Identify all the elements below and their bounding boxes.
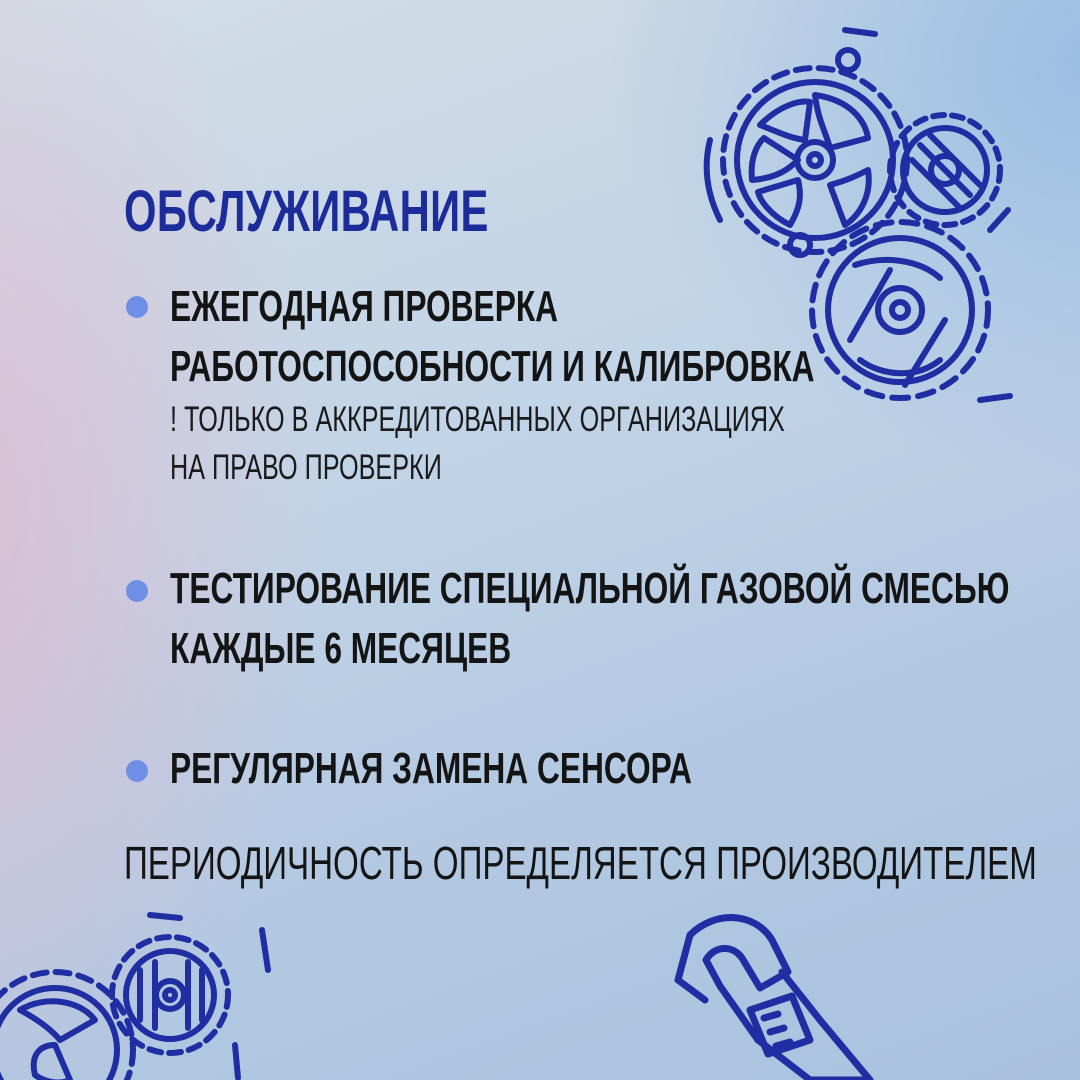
list-item-line: ТЕСТИРОВАНИЕ СПЕЦИАЛЬНОЙ ГАЗОВОЙ СМЕСЬЮ [170, 564, 1010, 613]
list-item-note: НА ПРАВО ПРОВЕРКИ [170, 448, 442, 487]
wrench-illustration [660, 900, 900, 1080]
gear-icon [812, 222, 988, 398]
list-item-note: ! ТОЛЬКО В АККРЕДИТОВАННЫХ ОРГАНИЗАЦИЯХ [170, 400, 785, 439]
page-title: ОБСЛУЖИВАНИЕ [124, 179, 489, 244]
footer-note: ПЕРИОДИЧНОСТЬ ОПРЕДЕЛЯЕТСЯ ПРОИЗВОДИТЕЛЕМ [124, 837, 1037, 889]
bullet-dot [126, 296, 148, 318]
list-item-line: РАБОТОСПОСОБНОСТИ И КАЛИБРОВКА [170, 342, 815, 391]
wrench-icon [678, 918, 870, 1080]
bullet-dot [126, 580, 148, 602]
list-item-line: ЕЖЕГОДНАЯ ПРОВЕРКА [170, 282, 559, 331]
bullet-dot [126, 760, 148, 782]
list-item-line: КАЖДЫЕ 6 МЕСЯЦЕВ [170, 624, 512, 673]
list-item-line: РЕГУЛЯРНАЯ ЗАМЕНА СЕНСОРА [170, 744, 692, 793]
gears-illustration-bottom [0, 900, 280, 1080]
